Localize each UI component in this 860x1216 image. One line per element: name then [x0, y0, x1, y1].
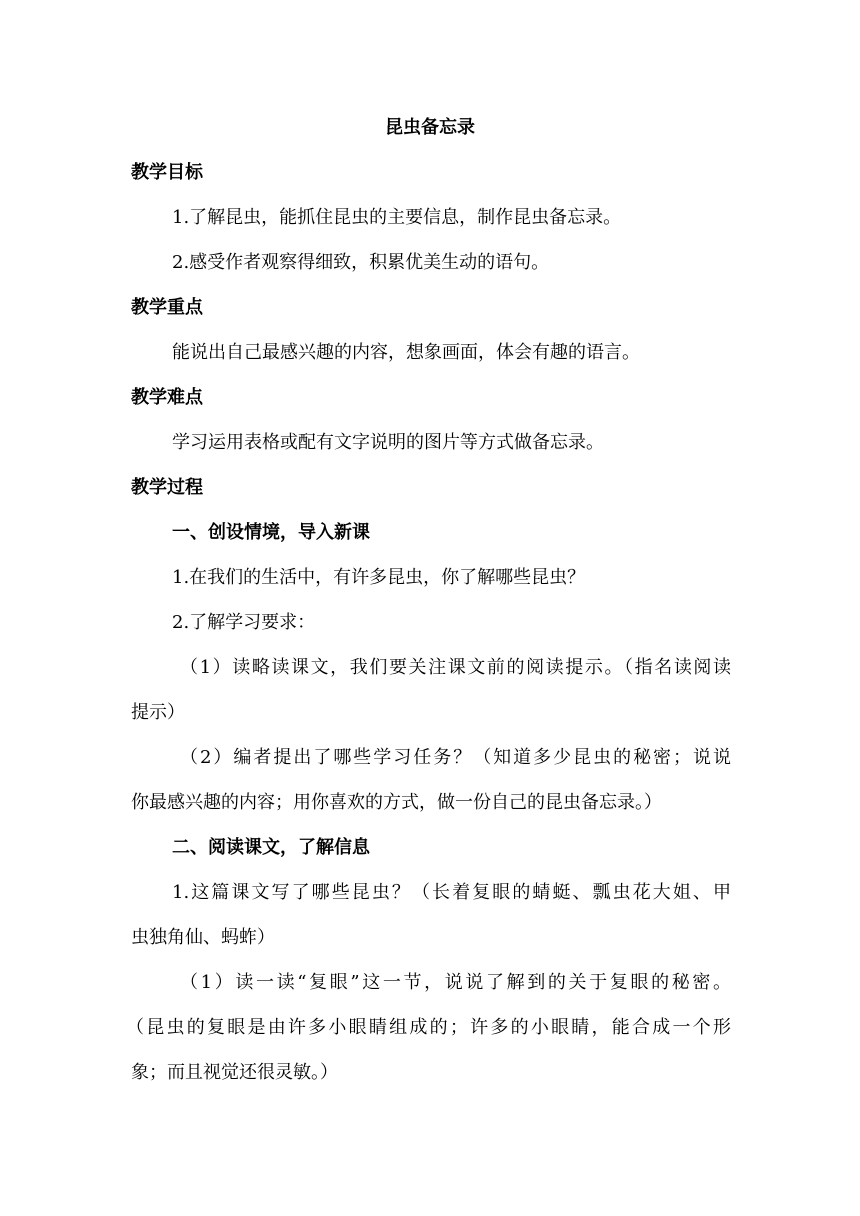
heading-key-points: 教学重点	[131, 297, 203, 318]
goal-item-2: 2.感受作者观察得细致，积累优美生动的语句。	[172, 252, 550, 273]
part1-sub2-line1: （2）编者提出了哪些学习任务？（知道多少昆虫的秘密；说说	[180, 747, 731, 768]
heading-teaching-process: 教学过程	[131, 477, 203, 498]
part2-sub1-line2: （昆虫的复眼是由许多小眼睛组成的；许多的小眼睛，能合成一个形	[126, 1017, 731, 1038]
part1-sub2-line2: 你最感兴趣的内容；用你喜欢的方式，做一份自己的昆虫备忘录。）	[131, 792, 662, 813]
process-part2-heading: 二、阅读课文，了解信息	[172, 837, 370, 858]
goal-item-1: 1.了解昆虫，能抓住昆虫的主要信息，制作昆虫备忘录。	[172, 207, 622, 228]
part1-sub1-line1: （1）读略读课文，我们要关注课文前的阅读提示。（指名读阅读	[180, 657, 731, 678]
part1-sub1-line2: 提示）	[131, 702, 185, 723]
part2-question-1-line2: 虫独角仙、蚂蚱）	[131, 927, 275, 948]
part1-question-2: 2.了解学习要求：	[172, 612, 316, 633]
part1-question-1: 1.在我们的生活中，有许多昆虫，你了解哪些昆虫？	[172, 567, 586, 588]
part2-question-1-line1: 1.这篇课文写了哪些昆虫？（长着复眼的蜻蜓、瓢虫花大姐、甲	[172, 882, 731, 903]
heading-teaching-goals: 教学目标	[131, 162, 203, 183]
key-points-text: 能说出自己最感兴趣的内容，想象画面，体会有趣的语言。	[172, 342, 640, 363]
part2-sub1-line3: 象；而且视觉还很灵敏。）	[131, 1062, 338, 1083]
document-title: 昆虫备忘录	[385, 117, 475, 138]
difficulties-text: 学习运用表格或配有文字说明的图片等方式做备忘录。	[172, 432, 604, 453]
process-part1-heading: 一、创设情境，导入新课	[172, 522, 370, 543]
heading-difficulties: 教学难点	[131, 387, 203, 408]
part2-sub1-line1: （1）读一读“复眼”这一节，说说了解到的关于复眼的秘密。	[180, 972, 731, 993]
